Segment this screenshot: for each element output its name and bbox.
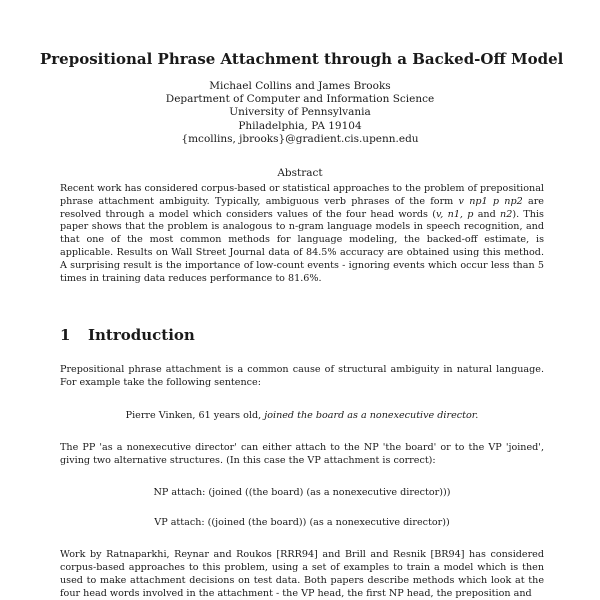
paper-title: Prepositional Phrase Attachment through a Backed-Off Model	[40, 50, 564, 68]
abstract-heading: Abstract	[277, 167, 323, 179]
intro-paragraph-2: The PP 'as a nonexecutive director' can either attach to the NP 'the board' or to the VP 'joined', giving two alternative structures. (In this case the VP attachment is correct):	[60, 442, 544, 466]
abstract-part3: ). This paper shows that the problem is analogous to n-gram language models in speech recognition, and that one of the most common methods for language modeling, the backed-off estimate, is applicable. Results on Wall Street Journal data of 84.5% accuracy are obtained using this method. A surprising result is the importance of low-count events - ignoring events which occur less than 5 times in training data reduces performance to 81.6%.	[60, 208, 544, 284]
affiliation-university: University of Pennsylvania	[229, 106, 371, 119]
section-number: 1	[60, 326, 71, 344]
abstract-var-last: n2	[500, 208, 513, 220]
np-attach-example: NP attach: (joined ((the board) (as a nonexecutive director)))	[153, 487, 451, 498]
abstract-vars: v, n1, p	[436, 208, 474, 220]
example-italic: joined the board as a nonexecutive director.	[264, 410, 479, 421]
affiliation-city: Philadelphia, PA 19104	[238, 119, 362, 132]
author-block	[90, 80, 510, 146]
abstract-formula: v np1 p np2	[458, 195, 523, 207]
abstract-part2: are resolved through a model which considers values of the four head words (	[60, 195, 544, 220]
intro-paragraph-1: Prepositional phrase attachment is a common cause of structural ambiguity in natural language. For example take the following sentence:	[60, 364, 544, 388]
intro-paragraph-3: Work by Ratnaparkhi, Reynar and Roukos [RRR94] and Brill and Resnik [BR94] has considered corpus-based approaches to this problem, using a set of examples to train a model which is then used to make attachment decisions on test data. Both papers describe methods which look at the four head words involved in the attachment - the VP head, the first NP head, the preposition and	[60, 549, 544, 599]
vp-attach-example: VP attach: ((joined (the board)) (as a nonexecutive director))	[154, 517, 450, 528]
example-sentence	[60, 409, 544, 422]
affiliation-department: Department of Computer and Information Science	[165, 93, 435, 106]
author-emails: {mcollins, jbrooks}@gradient.cis.upenn.edu	[181, 132, 419, 145]
abstract-part1: Recent work has considered corpus-based or statistical approaches to the problem of prepositional phrase attachment ambiguity. Typically, ambiguous verb phrases of the form	[60, 183, 544, 207]
abstract-and: and	[473, 208, 501, 220]
section-title: Introduction	[88, 326, 195, 344]
section-heading-introduction	[60, 326, 195, 344]
example-plain: Pierre Vinken, 61 years old,	[125, 410, 265, 421]
author-names: Michael Collins and James Brooks	[209, 80, 391, 92]
abstract-text	[60, 183, 544, 285]
